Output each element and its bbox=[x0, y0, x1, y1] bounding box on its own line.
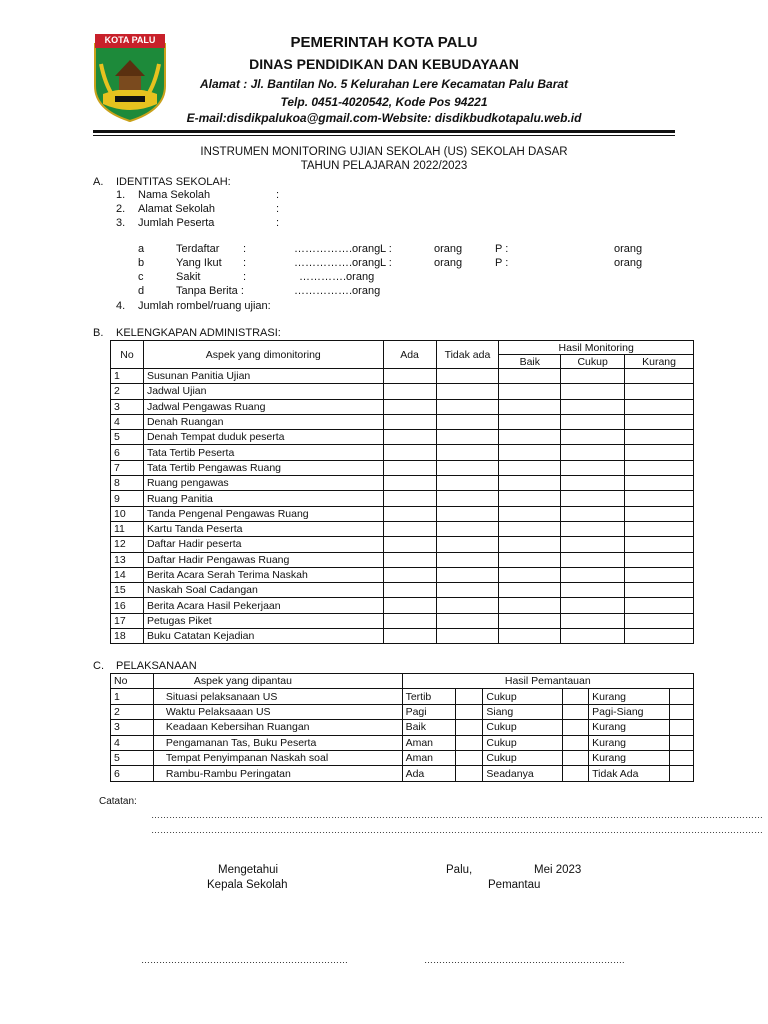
check-baik[interactable] bbox=[499, 567, 561, 582]
section-c-letter: C. bbox=[93, 660, 104, 672]
check-cukup[interactable] bbox=[561, 629, 625, 644]
option-3-check[interactable] bbox=[670, 704, 694, 719]
col-cukup: Cukup bbox=[561, 355, 625, 369]
option-1-check[interactable] bbox=[456, 735, 483, 750]
check-tidak-ada[interactable] bbox=[436, 583, 499, 598]
row-no: 7 bbox=[111, 460, 144, 475]
check-kurang[interactable] bbox=[625, 430, 694, 445]
check-cukup[interactable] bbox=[561, 430, 625, 445]
option-1-check[interactable] bbox=[456, 689, 483, 704]
check-tidak-ada[interactable] bbox=[436, 613, 499, 628]
sub-label: Yang Ikut bbox=[176, 257, 222, 269]
logo-text: KOTA PALU bbox=[104, 35, 156, 45]
sub-letter: a bbox=[138, 243, 145, 255]
row-no: 6 bbox=[111, 766, 154, 781]
doc-subtitle: TAHUN PELAJARAN 2022/2023 bbox=[300, 160, 468, 172]
check-tidak-ada[interactable] bbox=[436, 567, 499, 582]
check-kurang[interactable] bbox=[625, 567, 694, 582]
row-no: 2 bbox=[111, 384, 144, 399]
section-c-heading: PELAKSANAAN bbox=[116, 660, 197, 672]
option-2-check[interactable] bbox=[563, 720, 589, 735]
row-aspek: Denah Ruangan bbox=[143, 414, 383, 429]
item-label: Nama Sekolah bbox=[138, 189, 211, 201]
check-cukup[interactable] bbox=[561, 567, 625, 582]
option-1-label: Aman bbox=[402, 735, 456, 750]
check-baik[interactable] bbox=[499, 537, 561, 552]
row-aspek: Berita Acara Serah Terima Naskah bbox=[143, 567, 383, 582]
section-a-heading: IDENTITAS SEKOLAH: bbox=[116, 176, 231, 188]
check-ada[interactable] bbox=[383, 430, 436, 445]
row-aspek: Jadwal Pengawas Ruang bbox=[143, 399, 383, 414]
row-aspek: Keadaan Kebersihan Ruangan bbox=[153, 720, 402, 735]
row-no: 16 bbox=[111, 598, 144, 613]
sub-label: Terdaftar bbox=[176, 243, 220, 255]
row-aspek: Denah Tempat duduk peserta bbox=[143, 430, 383, 445]
option-3-check[interactable] bbox=[670, 720, 694, 735]
check-cukup[interactable] bbox=[561, 583, 625, 598]
check-kurang[interactable] bbox=[625, 460, 694, 475]
check-cukup[interactable] bbox=[561, 399, 625, 414]
check-kurang[interactable] bbox=[625, 613, 694, 628]
check-tidak-ada[interactable] bbox=[436, 521, 499, 536]
col-tidak-ada-label: Tidak ada bbox=[444, 348, 491, 361]
check-ada[interactable] bbox=[383, 552, 436, 567]
table-row bbox=[111, 476, 694, 491]
check-baik[interactable] bbox=[499, 629, 561, 644]
sub-count: …………….orang bbox=[294, 285, 381, 297]
section-b-heading: KELENGKAPAN ADMINISTRASI: bbox=[116, 327, 281, 339]
check-kurang[interactable] bbox=[625, 476, 694, 491]
sub-p-unit: orang bbox=[614, 243, 643, 255]
table-row bbox=[111, 491, 694, 506]
check-ada[interactable] bbox=[383, 613, 436, 628]
check-cukup[interactable] bbox=[561, 445, 625, 460]
check-baik[interactable] bbox=[499, 369, 561, 384]
option-2-label: Siang bbox=[483, 704, 563, 719]
check-tidak-ada[interactable] bbox=[436, 629, 499, 644]
check-ada[interactable] bbox=[383, 445, 436, 460]
item-num: 2. bbox=[116, 203, 126, 215]
sub-p-unit: orang bbox=[614, 257, 643, 269]
row-aspek: Buku Catatan Kejadian bbox=[143, 629, 383, 644]
row-aspek: Susunan Panitia Ujian bbox=[143, 369, 383, 384]
sub-count: …………….orang bbox=[294, 243, 381, 255]
row-aspek: Ruang pengawas bbox=[143, 476, 383, 491]
check-tidak-ada[interactable] bbox=[436, 552, 499, 567]
check-tidak-ada[interactable] bbox=[436, 460, 499, 475]
col-kurang: Kurang bbox=[625, 355, 694, 369]
check-tidak-ada[interactable] bbox=[436, 414, 499, 429]
col-aspek: Aspek yang dipantau bbox=[153, 674, 402, 689]
check-baik[interactable] bbox=[499, 613, 561, 628]
table-row bbox=[111, 460, 694, 475]
header-department: DINAS PENDIDIKAN DAN KEBUDAYAAN bbox=[249, 56, 519, 72]
section-a-letter: A. bbox=[93, 176, 104, 188]
col-tidak-ada bbox=[436, 341, 499, 369]
row-no: 10 bbox=[111, 506, 144, 521]
item-num: 3. bbox=[116, 217, 126, 229]
check-cukup[interactable] bbox=[561, 552, 625, 567]
check-ada[interactable] bbox=[383, 521, 436, 536]
table-row bbox=[111, 430, 694, 445]
item-label: Jumlah rombel/ruang ujian: bbox=[138, 300, 271, 312]
check-kurang[interactable] bbox=[625, 384, 694, 399]
check-kurang[interactable] bbox=[625, 506, 694, 521]
item-label: Alamat Sekolah bbox=[138, 203, 216, 215]
table-row bbox=[111, 583, 694, 598]
check-tidak-ada[interactable] bbox=[436, 491, 499, 506]
row-aspek: Tanda Pengenal Pengawas Ruang bbox=[143, 506, 383, 521]
row-aspek: Berita Acara Hasil Pekerjaan bbox=[143, 598, 383, 613]
row-aspek: Waktu Pelaksaaan US bbox=[153, 704, 402, 719]
check-tidak-ada[interactable] bbox=[436, 384, 499, 399]
row-no: 3 bbox=[111, 399, 144, 414]
check-tidak-ada[interactable] bbox=[436, 537, 499, 552]
check-cukup[interactable] bbox=[561, 598, 625, 613]
option-1-label: Aman bbox=[402, 750, 456, 765]
row-no: 2 bbox=[111, 704, 154, 719]
check-cukup[interactable] bbox=[561, 521, 625, 536]
table-row bbox=[111, 598, 694, 613]
item-num: 4. bbox=[116, 300, 126, 312]
col-hasil-pemantauan: Hasil Pemantauan bbox=[402, 674, 693, 689]
option-3-check[interactable] bbox=[670, 750, 694, 765]
option-1-label: Baik bbox=[402, 720, 456, 735]
notes-line-2[interactable]: …………………………………………………………………………………………………………………………………………………………………………………… bbox=[151, 825, 763, 835]
check-baik[interactable] bbox=[499, 521, 561, 536]
row-aspek: Daftar Hadir Pengawas Ruang bbox=[143, 552, 383, 567]
notes-label: Catatan: bbox=[99, 796, 137, 807]
table-row bbox=[111, 445, 694, 460]
header-email: E-mail:disdikpalukoa@gmail.com-Website: disdikbudkotapalu.web.id bbox=[186, 111, 582, 125]
check-kurang[interactable] bbox=[625, 521, 694, 536]
row-no: 9 bbox=[111, 491, 144, 506]
check-ada[interactable] bbox=[383, 583, 436, 598]
option-3-check[interactable] bbox=[670, 689, 694, 704]
row-aspek: Ruang Panitia bbox=[143, 491, 383, 506]
table-row bbox=[111, 521, 694, 536]
table-row bbox=[111, 384, 694, 399]
section-b-letter: B. bbox=[93, 327, 104, 339]
check-baik[interactable] bbox=[499, 399, 561, 414]
check-cukup[interactable] bbox=[561, 414, 625, 429]
check-tidak-ada[interactable] bbox=[436, 445, 499, 460]
check-tidak-ada[interactable] bbox=[436, 399, 499, 414]
row-no: 15 bbox=[111, 583, 144, 598]
sign-place: Palu, bbox=[446, 864, 473, 876]
check-kurang[interactable] bbox=[625, 537, 694, 552]
option-2-label: Cukup bbox=[483, 689, 563, 704]
option-3-check[interactable] bbox=[670, 735, 694, 750]
row-no: 6 bbox=[111, 445, 144, 460]
sign-left-label: Mengetahui bbox=[218, 864, 279, 876]
header-phone: Telp. 0451-4020542, Kode Pos 94221 bbox=[280, 95, 488, 109]
row-aspek: Jadwal Ujian bbox=[143, 384, 383, 399]
row-no: 5 bbox=[111, 430, 144, 445]
row-aspek: Tempat Penyimpanan Naskah soal bbox=[153, 750, 402, 765]
row-aspek: Tata Tertib Pengawas Ruang bbox=[143, 460, 383, 475]
check-ada[interactable] bbox=[383, 460, 436, 475]
sub-l: L : bbox=[380, 243, 392, 255]
row-no: 1 bbox=[111, 689, 154, 704]
item-colon: : bbox=[276, 217, 280, 229]
check-baik[interactable] bbox=[499, 414, 561, 429]
table-row bbox=[111, 704, 694, 719]
table-row bbox=[111, 414, 694, 429]
option-1-check[interactable] bbox=[456, 720, 483, 735]
row-no: 18 bbox=[111, 629, 144, 644]
check-ada[interactable] bbox=[383, 506, 436, 521]
row-no: 4 bbox=[111, 414, 144, 429]
option-3-label: Tidak Ada bbox=[589, 766, 670, 781]
item-num: 1. bbox=[116, 189, 126, 201]
check-kurang[interactable] bbox=[625, 399, 694, 414]
check-cukup[interactable] bbox=[561, 491, 625, 506]
sub-colon: : bbox=[243, 271, 247, 283]
check-cukup[interactable] bbox=[561, 384, 625, 399]
header-rule-thick bbox=[93, 130, 675, 133]
check-tidak-ada[interactable] bbox=[436, 506, 499, 521]
check-ada[interactable] bbox=[383, 414, 436, 429]
item-label: Jumlah Peserta bbox=[138, 217, 215, 229]
check-ada[interactable] bbox=[383, 567, 436, 582]
sign-right-line[interactable]: …………………………………………………………. bbox=[424, 955, 625, 965]
row-no: 1 bbox=[111, 369, 144, 384]
check-baik[interactable] bbox=[499, 491, 561, 506]
option-2-check[interactable] bbox=[563, 704, 589, 719]
table-row bbox=[111, 567, 694, 582]
option-2-check[interactable] bbox=[563, 735, 589, 750]
sub-colon: : bbox=[243, 243, 247, 255]
check-baik[interactable] bbox=[499, 460, 561, 475]
administration-table-body bbox=[111, 369, 694, 644]
notes-line-1[interactable]: …………………………………………………………………………………………………………………………………………………………………………………… bbox=[151, 810, 763, 820]
check-kurang[interactable] bbox=[625, 369, 694, 384]
option-3-label: Pagi-Siang bbox=[589, 704, 670, 719]
check-kurang[interactable] bbox=[625, 445, 694, 460]
check-tidak-ada[interactable] bbox=[436, 476, 499, 491]
table-row bbox=[111, 537, 694, 552]
check-kurang[interactable] bbox=[625, 491, 694, 506]
administration-table bbox=[110, 340, 694, 644]
check-cukup[interactable] bbox=[561, 476, 625, 491]
doc-title: INSTRUMEN MONITORING UJIAN SEKOLAH (US) SEKOLAH DASAR bbox=[200, 146, 568, 158]
check-tidak-ada[interactable] bbox=[436, 430, 499, 445]
check-baik[interactable] bbox=[499, 552, 561, 567]
option-3-check[interactable] bbox=[670, 766, 694, 781]
check-ada[interactable] bbox=[383, 476, 436, 491]
sub-l: L : bbox=[380, 257, 392, 269]
sub-letter: b bbox=[138, 257, 145, 269]
col-baik: Baik bbox=[499, 355, 561, 369]
sign-date: Mei 2023 bbox=[534, 864, 582, 876]
row-no: 4 bbox=[111, 735, 154, 750]
row-no: 5 bbox=[111, 750, 154, 765]
sign-right-title: Pemantau bbox=[488, 879, 541, 891]
header-government: PEMERINTAH KOTA PALU bbox=[290, 34, 478, 51]
option-2-label: Cukup bbox=[483, 735, 563, 750]
sub-p: P : bbox=[495, 257, 509, 269]
sub-letter: c bbox=[138, 271, 144, 283]
option-2-check[interactable] bbox=[563, 689, 589, 704]
row-aspek: Rambu-Rambu Peringatan bbox=[153, 766, 402, 781]
check-cukup[interactable] bbox=[561, 460, 625, 475]
sub-count: ………….orang bbox=[299, 271, 375, 283]
check-kurang[interactable] bbox=[625, 414, 694, 429]
check-tidak-ada[interactable] bbox=[436, 598, 499, 613]
check-ada[interactable] bbox=[383, 399, 436, 414]
table-row bbox=[111, 369, 694, 384]
row-no: 17 bbox=[111, 613, 144, 628]
item-colon: : bbox=[276, 203, 280, 215]
check-baik[interactable] bbox=[499, 583, 561, 598]
check-ada[interactable] bbox=[383, 369, 436, 384]
sub-l-unit: orang bbox=[434, 243, 463, 255]
sub-p: P : bbox=[495, 243, 509, 255]
option-2-check[interactable] bbox=[563, 766, 589, 781]
table-row bbox=[111, 552, 694, 567]
sub-l-unit: orang bbox=[434, 257, 463, 269]
check-kurang[interactable] bbox=[625, 583, 694, 598]
option-1-label: Ada bbox=[402, 766, 456, 781]
check-baik[interactable] bbox=[499, 384, 561, 399]
col-aspek: Aspek yang dimonitoring bbox=[143, 341, 383, 369]
option-3-label: Kurang bbox=[589, 735, 670, 750]
check-ada[interactable] bbox=[383, 537, 436, 552]
implementation-table-body bbox=[111, 689, 694, 781]
option-3-label: Kurang bbox=[589, 720, 670, 735]
col-no: No bbox=[111, 341, 144, 369]
row-no: 8 bbox=[111, 476, 144, 491]
check-baik[interactable] bbox=[499, 445, 561, 460]
option-1-check[interactable] bbox=[456, 704, 483, 719]
col-ada: Ada bbox=[383, 341, 436, 369]
option-1-check[interactable] bbox=[456, 750, 483, 765]
row-no: 11 bbox=[111, 521, 144, 536]
check-ada[interactable] bbox=[383, 384, 436, 399]
check-ada[interactable] bbox=[383, 491, 436, 506]
check-cukup[interactable] bbox=[561, 537, 625, 552]
table-row bbox=[111, 750, 694, 765]
row-aspek: Naskah Soal Cadangan bbox=[143, 583, 383, 598]
check-baik[interactable] bbox=[499, 506, 561, 521]
table-row bbox=[111, 735, 694, 750]
sub-letter: d bbox=[138, 285, 145, 297]
option-2-label: Cukup bbox=[483, 750, 563, 765]
header-rule-thin bbox=[93, 135, 675, 136]
sub-label: Tanpa Berita : bbox=[176, 285, 244, 297]
table-row bbox=[111, 629, 694, 644]
row-no: 12 bbox=[111, 537, 144, 552]
check-kurang[interactable] bbox=[625, 629, 694, 644]
item-colon: : bbox=[276, 189, 280, 201]
check-ada[interactable] bbox=[383, 629, 436, 644]
table-row bbox=[111, 613, 694, 628]
sub-label: Sakit bbox=[176, 271, 201, 283]
table-row bbox=[111, 506, 694, 521]
header-address: Alamat : Jl. Bantilan No. 5 Kelurahan Lere Kecamatan Palu Barat bbox=[199, 77, 569, 91]
sign-left-line[interactable]: …………………………………………………………… bbox=[141, 955, 348, 965]
option-1-label: Tertib bbox=[402, 689, 456, 704]
table-row bbox=[111, 689, 694, 704]
check-baik[interactable] bbox=[499, 476, 561, 491]
row-aspek: Tata Tertib Peserta bbox=[143, 445, 383, 460]
check-baik[interactable] bbox=[499, 430, 561, 445]
col-hasil-monitoring: Hasil Monitoring bbox=[499, 341, 694, 355]
row-aspek: Pengamanan Tas, Buku Peserta bbox=[153, 735, 402, 750]
check-tidak-ada[interactable] bbox=[436, 369, 499, 384]
check-cukup[interactable] bbox=[561, 369, 625, 384]
check-cukup[interactable] bbox=[561, 506, 625, 521]
option-1-check[interactable] bbox=[456, 766, 483, 781]
option-1-label: Pagi bbox=[402, 704, 456, 719]
sub-colon: : bbox=[243, 257, 247, 269]
check-kurang[interactable] bbox=[625, 598, 694, 613]
option-3-label: Kurang bbox=[589, 689, 670, 704]
option-2-label: Seadanya bbox=[483, 766, 563, 781]
table-row bbox=[111, 766, 694, 781]
check-baik[interactable] bbox=[499, 598, 561, 613]
implementation-table bbox=[110, 673, 694, 782]
check-ada[interactable] bbox=[383, 598, 436, 613]
row-no: 13 bbox=[111, 552, 144, 567]
row-aspek: Petugas Piket bbox=[143, 613, 383, 628]
sub-count: …………….orang bbox=[294, 257, 381, 269]
check-cukup[interactable] bbox=[561, 613, 625, 628]
option-2-label: Cukup bbox=[483, 720, 563, 735]
table-row bbox=[111, 720, 694, 735]
col-no: No bbox=[111, 674, 154, 689]
row-aspek: Situasi pelaksanaan US bbox=[153, 689, 402, 704]
row-no: 14 bbox=[111, 567, 144, 582]
option-3-label: Kurang bbox=[589, 750, 670, 765]
row-no: 3 bbox=[111, 720, 154, 735]
row-aspek: Kartu Tanda Peserta bbox=[143, 521, 383, 536]
check-kurang[interactable] bbox=[625, 552, 694, 567]
sign-left-title: Kepala Sekolah bbox=[207, 879, 288, 891]
row-aspek: Daftar Hadir peserta bbox=[143, 537, 383, 552]
table-row bbox=[111, 399, 694, 414]
option-2-check[interactable] bbox=[563, 750, 589, 765]
